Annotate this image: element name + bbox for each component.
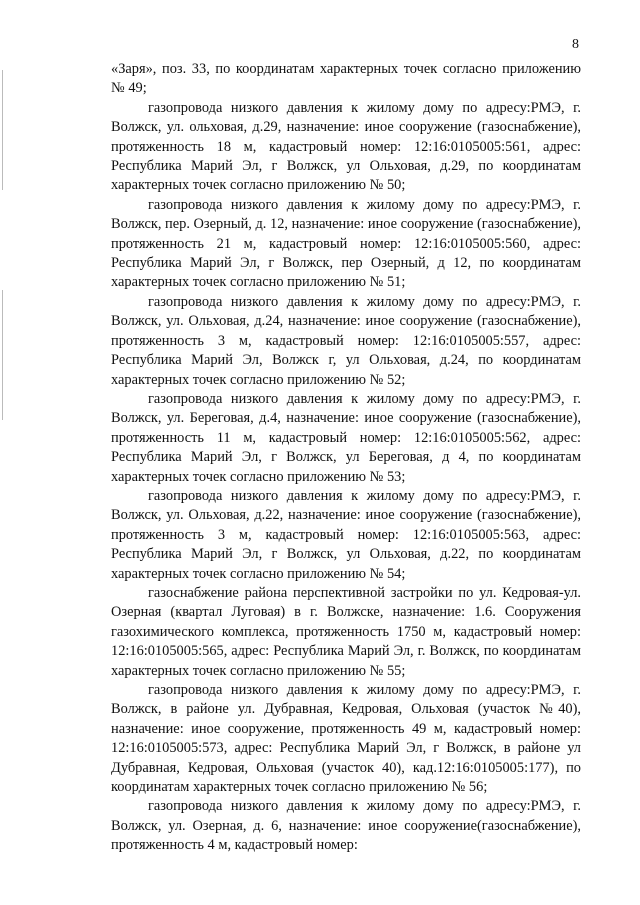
paragraph: газоснабжение района перспективной застройки по ул. Кедровая-ул. Озерная (квартал Луговая) в г. Волжске, назначение: 1.6. Сооружения газохимического комплекса, протяженность 1750 м, кадастровый номер: 12:16:0105005:565, адрес: Республика Марий Эл, г. Волжск, по координатам характерных точек согласно приложению № 55; <box>111 584 581 679</box>
paragraph: газопровода низкого давления к жилому дому по адресу:РМЭ, г. Волжск, ул. ольховая, д.29, назначение: иное сооружение (газоснабжение), протяженность 18 м, кадастровый номер: 12:16:0105005:561, адрес: Республика Марий Эл, г Волжск, ул Ольховая, д.29, по координатам характерных точек согласно приложению № 50; <box>111 99 581 194</box>
left-margin-mark <box>2 70 3 190</box>
left-margin-mark <box>2 290 3 420</box>
paragraph: газопровода низкого давления к жилому дому по адресу:РМЭ, г. Волжск, пер. Озерный, д. 12, назначение: иное сооружение (газоснабжение), протяженность 21 м, кадастровый номер: 12:16:0105005:560, адрес: Республика Марий Эл, г Волжск, пер Озерный, д 12, по координатам характерных точек согласно приложению № 51; <box>111 196 581 291</box>
paragraph: газопровода низкого давления к жилому дому по адресу:РМЭ, г. Волжск, ул. Ольховая, д.24, назначение: иное сооружение (газоснабжение), протяженность 3 м, кадастровый номер: 12:16:0105005:557, адрес: Республика Марий Эл, Волжск г, ул Ольховая, д.24, по координатам характерных точек согласно приложению № 52; <box>111 293 581 388</box>
paragraph: газопровода низкого давления к жилому дому по адресу:РМЭ, г. Волжск, ул. Озерная, д. 6, назначение: иное сооружение(газоснабжение), протяженность 4 м, кадастровый номер: <box>111 798 581 854</box>
paragraph: газопровода низкого давления к жилому дому по адресу:РМЭ, г. Волжск, ул. Ольховая, д.22, назначение: иное сооружение (газоснабжение), протяженность 3 м, кадастровый номер: 12:16:0105005:563, адрес: Республика Марий Эл, г Волжск, ул Ольховая, д.22, по координатам характерных точек согласно приложению № 54; <box>111 487 581 582</box>
page-number: 8 <box>572 37 579 52</box>
paragraph: газопровода низкого давления к жилому дому по адресу:РМЭ, г. Волжск, ул. Береговая, д.4, назначение: иное сооружение (газоснабжение), протяженность 11 м, кадастровый номер: 12:16:0105005:562, адрес: Республика Марий Эл, г Волжск, ул Береговая, д 4, по координатам характерных точек согласно приложению № 53; <box>111 390 581 485</box>
paragraph: «Заря», поз. 33, по координатам характерных точек согласно приложению № 49; <box>111 61 581 97</box>
document-body <box>111 60 581 856</box>
paragraph: газопровода низкого давления к жилому дому по адресу:РМЭ, г. Волжск, в районе ул. Дубравная, Кедровая, Ольховая (участок №40), назначение: иное сооружение, протяженность 49 м, кадастровый номер: 12:16:0105005:573, адрес: Республика Марий Эл, г Волжск, в районе ул Дубравная, Кедровая, Ольховая (участок 40), кад.12:16:0105005:177), по координатам характерных точек согласно приложению № 56; <box>111 682 581 796</box>
